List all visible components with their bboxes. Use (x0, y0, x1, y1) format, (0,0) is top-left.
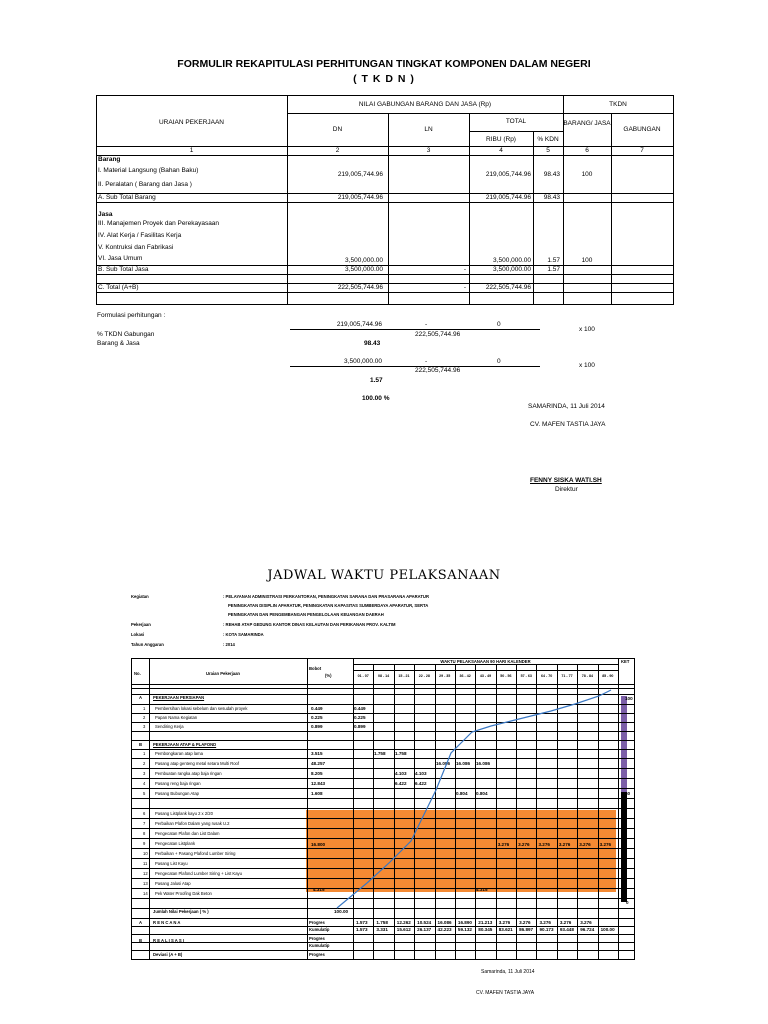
row-b-no-4: 4 (143, 781, 146, 786)
week-13: 85 - 90 (602, 674, 614, 678)
rencana-label: R E N C A N A (153, 920, 181, 925)
row-a-no-1: 1 (143, 706, 146, 711)
cell-b2a: 16.086 (436, 761, 451, 766)
col-num-4: 4 (499, 147, 503, 154)
row-c-name-10: Perbaikan + Pasang Plafond Lumber Siring (155, 851, 236, 856)
row-c-no-7: 7 (143, 821, 146, 826)
row-jasa-umum: VI. Jasa Umum (98, 255, 143, 262)
pekerjaan-value: : REHAB ATAP GEDUNG KANTOR DINAS KELAUTAN DAN PERIKANAN PROV. KALTIM (223, 622, 396, 627)
row-b-bobot-5: 1.608 (311, 791, 323, 796)
rencana-prog-10: 3.276 (539, 920, 551, 925)
sch-header-ket: KET (621, 659, 630, 664)
subtotal-barang-pct: 98.43 (543, 194, 560, 201)
row-b-bobot-4: 12.843 (311, 781, 326, 786)
section-jasa: Jasa (98, 211, 113, 218)
barang-bj: 100 (581, 171, 593, 178)
row-subtotal-jasa: B. Sub Total Jasa (98, 266, 149, 273)
deviasi-progres: Progres (309, 952, 325, 957)
cell-b4a: 6.422 (395, 781, 407, 786)
cell-r9-1: 3.276 (497, 842, 510, 847)
week-12: 78 - 84 (581, 674, 593, 678)
cell-b2c: 16.086 (476, 761, 491, 766)
tkdn-label-1: % TKDN Gabungan (97, 331, 155, 338)
rencana-prog-2: 1.758 (376, 920, 388, 925)
section-barang: Barang (98, 156, 121, 163)
rencana-kum-2: 3.331 (376, 927, 388, 932)
cell-b3a: 4.103 (395, 771, 407, 776)
row-alat: IV. Alat Kerja / Fasilitas Kerja (98, 232, 182, 239)
formula1-dash: - (425, 321, 428, 328)
sch-header-bobot: Bobot (309, 666, 322, 671)
week-3: 15 - 21 (398, 674, 410, 678)
row-total: C. Total (A+B) (98, 284, 139, 291)
lokasi-label: Lokasi (131, 632, 145, 637)
realisasi-progres: Progres (309, 936, 325, 941)
col-num-2: 2 (335, 147, 340, 154)
jasa-total: 3,500,000.00 (493, 257, 531, 264)
schedule-table (131, 658, 635, 960)
cell-b5b: 0.804 (476, 791, 488, 796)
rencana-prog-4: 10.524 (417, 920, 432, 925)
header-ln: LN (424, 126, 433, 133)
kegiatan-line-2: PENINGKATAN DISIPLIN APARATUR, PENINGKATAN KAPASITAS SUMBERDAYA APARATUR, SERTA (228, 603, 429, 608)
header-dn: DN (332, 126, 343, 133)
rencana-prog-6: 16.890 (457, 920, 472, 925)
row-material: I. Material Langsung (Bahan Baku) (98, 167, 199, 174)
sch-header-no: No. (134, 671, 141, 676)
form-title: FORMULIR REKAPITULASI PERHITUNGAN TINGKAT KOMPONEN DALAM NEGERI (177, 58, 591, 70)
cell-a3: 0.899 (354, 724, 366, 729)
rencana-prog-5: 16.086 (437, 920, 452, 925)
week-11: 71 - 77 (561, 674, 573, 678)
subtotal-jasa-ln: - (463, 266, 466, 273)
row-b-no-1: 1 (143, 751, 146, 756)
rencana-kum-12: 96.724 (580, 927, 595, 932)
row14-bobot: 4.315 (313, 887, 325, 892)
cell-b5a: 0.804 (456, 791, 468, 796)
rencana-prog-8: 3.276 (498, 920, 511, 925)
formula1-x100: x 100 (579, 326, 595, 333)
subtotal-barang-total: 219,005,744.96 (485, 194, 531, 201)
total-ln: - (463, 284, 466, 291)
row9-bobot: 16.800 (311, 842, 326, 847)
row-a-no-2: 2 (143, 715, 146, 720)
rencana-prog-1: 1.573 (356, 920, 368, 925)
header-uraian: URAIAN PEKERJAAN (158, 119, 225, 126)
header-ribu: RIBU (Rp) (486, 136, 516, 143)
row-a-no-3: 3 (143, 724, 146, 729)
row-b-name-5: Pasang Bubungan Atap (155, 791, 200, 796)
realisasi-no: B (139, 938, 143, 943)
cell-b4b: 6.422 (415, 781, 427, 786)
row-b-no-3: 3 (143, 771, 146, 776)
row-c-name-14: Pek Water Proofing Dak Beton (155, 891, 212, 896)
rencana-prog-7: 21.213 (478, 920, 493, 925)
row-a-name-3: Sendiring Kerja (155, 724, 184, 729)
jumlah-value: 100.00 (334, 909, 349, 914)
rencana-kumulatif: Kumulatip (309, 927, 330, 932)
rencana-kum-3: 15.612 (396, 927, 411, 932)
deviasi-label: Deviasi (A + B) (153, 952, 183, 957)
rencana-kum-7: 80.345 (478, 927, 493, 932)
rencana-kum-9: 86.897 (519, 927, 534, 932)
col-num-7: 7 (640, 147, 644, 154)
formula1-numerator: 219,005,744.96 (336, 321, 382, 328)
rencana-prog-12: 3.276 (580, 920, 592, 925)
jasa-pct: 1.57 (547, 257, 560, 264)
rencana-prog-9: 3.276 (519, 920, 531, 925)
sec-b-no: B (139, 742, 143, 747)
row-c-no-10: 10 (143, 851, 148, 856)
sec-a-title: PEKERJAAN PERSIAPAN (153, 695, 205, 700)
formula2-result: 1.57 (370, 377, 383, 384)
row-c-name-7: Perbaikan Plafon Dalam yang rusak U.2 (155, 821, 230, 826)
header-gabungan: GABUNGAN (623, 126, 661, 133)
rencana-kum-5: 42.223 (437, 927, 452, 932)
cell-r14: 4.315 (476, 887, 488, 892)
row-a-bobot-3: 0.899 (311, 724, 323, 729)
rencana-kum-13: 100.00 (600, 927, 615, 932)
row-a-bobot-1: 0.449 (311, 706, 323, 711)
form-subtitle: ( T K D N ) (353, 73, 415, 85)
subtotal-barang-dn: 219,005,744.96 (337, 194, 383, 201)
row-a-bobot-2: 0.225 (311, 715, 323, 720)
week-5: 29 - 35 (439, 674, 451, 678)
row-c-no-13: 13 (143, 881, 148, 886)
tahun-value: : 2014 (223, 642, 235, 647)
header-total: TOTAL (505, 118, 527, 125)
cell-b3b: 4.103 (415, 771, 427, 776)
rencana-kum-10: 90.173 (539, 927, 554, 932)
week-2: 08 - 14 (377, 674, 390, 678)
s-curve-line (131, 658, 635, 960)
tkdn-table (96, 95, 674, 305)
row-b-name-2: Pasang atap genteng metal setara Multi Roof (155, 761, 240, 766)
rencana-progres: Progres (309, 920, 325, 925)
cell-r9-6: 3.276 (599, 842, 612, 847)
sch-header-waktu: WAKTU PELAKSANAAN 90 HARI KALENDER (440, 659, 531, 664)
col-num-1: 1 (189, 147, 194, 154)
ket-50: 50 (625, 791, 631, 796)
row-b-no-2: 2 (143, 761, 146, 766)
place-date: SAMARINDA, 11 Juli 2014 (528, 403, 605, 410)
jasa-bj: 100 (581, 257, 593, 264)
cell-a1: 0.449 (354, 706, 366, 711)
week-6: 36 - 42 (459, 674, 471, 678)
week-4: 22 - 28 (418, 674, 430, 678)
company-name: CV. MAFEN TASTIA JAYA (530, 421, 606, 428)
row-c-no-14: 14 (143, 891, 148, 896)
row-peralatan: II. Peralatan ( Barang dan Jasa ) (98, 181, 192, 188)
row-c-no-6: 6 (143, 811, 146, 816)
header-tkdn: TKDN (609, 101, 627, 108)
jasa-dn: 3,500,000.00 (345, 257, 383, 264)
row-c-name-11: Pasang List Kayu (155, 861, 188, 866)
row-b-name-1: Pembongkaran atap lama (155, 751, 203, 756)
cell-b2b: 16.086 (456, 761, 471, 766)
formula1-result: 98.43 (364, 340, 381, 347)
row-manajemen: III. Manajemen Proyek dan Perekayasaan (98, 220, 220, 227)
row-b-no-5: 5 (143, 791, 146, 796)
subtotal-jasa-total: 3,500,000.00 (493, 266, 531, 273)
row-b-bobot-3: 8.205 (311, 771, 323, 776)
row-c-name-12: Pengecatan Plafond Lumber Siring + List Kayu (155, 871, 242, 876)
barang-pct: 98.43 (543, 171, 560, 178)
sec-b-title: PEKERJAAN ATAP & PLAFOND (153, 742, 217, 747)
sch-header-pct: (%) (325, 673, 332, 678)
row-c-name-6: Pasang Listplank kayu 2 x 2/20 (155, 811, 213, 816)
total-result: 100.00 % (362, 395, 390, 402)
total-dn: 222,505,744.96 (337, 284, 383, 291)
kegiatan-label: Kegiatan (131, 594, 149, 599)
row-konstruksi: V. Kontruksi dan Fabrikasi (98, 244, 174, 251)
lokasi-value: : KOTA SAMARINDA (223, 632, 264, 637)
rencana-prog-3: 12.262 (396, 920, 411, 925)
realisasi-kumulatif: Kumulatip (309, 943, 330, 948)
formula2-zero: 0 (497, 358, 501, 365)
ket-0: 0 (626, 900, 629, 905)
rencana-no: A (139, 920, 143, 925)
formula2-x100: x 100 (579, 362, 595, 369)
formula-label: Formulasi perhitungan : (97, 312, 166, 319)
cell-r9-2: 3.276 (518, 842, 530, 847)
row-c-no-9: 9 (143, 841, 146, 846)
formula1-denominator: 222,505,744.96 (415, 331, 461, 338)
week-1: 01 - 07 (357, 674, 369, 678)
formula2-dash: - (425, 358, 428, 365)
schedule-title: JADWAL WAKTU PELAKSANAAN (267, 568, 501, 583)
schedule-company: CV. MAFEN TASTIA JAYA (476, 990, 535, 996)
cell-r9-4: 3.276 (558, 842, 571, 847)
row-b-name-3: Pembuatan rangka atap baja ringan (155, 771, 222, 776)
rencana-kum-11: 93.448 (559, 927, 574, 932)
kegiatan-line-1: : PELAYANAN ADMINISTRASI PERKANTORAN, PENINGKATAN SARANA DAN PRASARANA APARATUR (223, 594, 429, 599)
barang-dn: 219,005,744.96 (337, 171, 383, 178)
formula2-denominator: 222,505,744.96 (415, 367, 461, 374)
row-b-bobot-2: 48.257 (311, 761, 326, 766)
rencana-kum-8: 83.621 (498, 927, 513, 932)
subtotal-jasa-dn: 3,500,000.00 (345, 266, 383, 273)
week-9: 57 - 63 (520, 674, 532, 678)
header-nilai: NILAI GABUNGAN BARANG DAN JASA (Rp) (358, 101, 492, 108)
formula2-numerator: 3,500,000.00 (344, 358, 382, 365)
row-a-name-2: Papan Nama Kegiatan (155, 715, 198, 720)
row-c-name-8: Pengecatan Plafon dan List Dalam (155, 831, 220, 836)
rencana-kum-6: 59.132 (457, 927, 472, 932)
tkdn-label-2: Barang & Jasa (97, 340, 140, 347)
header-barang-jasa: BARANG/ JASA (563, 120, 611, 127)
formula1-zero: 0 (497, 321, 501, 328)
week-10: 64 - 70 (541, 674, 553, 678)
signer-title: Direktur (555, 486, 578, 493)
ket-100: 100 (625, 696, 633, 701)
row-c-no-8: 8 (143, 831, 146, 836)
tahun-label: Tahun Anggaran (131, 642, 164, 647)
sch-header-uraian: Uraian Pekerjaan (206, 671, 240, 676)
row-b-name-4: Pasang reng baja ringan (155, 781, 201, 786)
realisasi-label: R E A L I S A S I (153, 938, 184, 943)
col-num-6: 6 (585, 147, 589, 154)
subtotal-jasa-pct: 1.57 (547, 266, 560, 273)
week-7: 43 - 49 (479, 674, 492, 678)
row-a-name-1: Pembersihan lokasi sebelum dan sesudah proyek (155, 706, 248, 711)
col-num-5: 5 (546, 147, 550, 154)
row-c-no-11: 11 (143, 861, 148, 866)
barang-total: 219,005,744.96 (485, 171, 531, 178)
jumlah-label: Jumlah Nilai Pekerjaan ( % ) (153, 909, 209, 914)
row-c-name-9: Pengecatan Listplank (155, 841, 196, 846)
cell-r9-5: 3.276 (579, 842, 591, 847)
pekerjaan-label: Pekerjaan (131, 622, 151, 627)
rencana-kum-4: 26.137 (417, 927, 432, 932)
col-num-3: 3 (426, 147, 431, 154)
cell-r9-3: 3.276 (538, 842, 550, 847)
row-subtotal-barang: A. Sub Total Barang (98, 194, 156, 201)
row-b-bobot-1: 3.515 (311, 751, 323, 756)
rencana-kum-1: 1.573 (356, 927, 368, 932)
sec-a-no: A (139, 695, 143, 700)
cell-b1b: 1.758 (395, 751, 407, 756)
cell-b1a: 1.758 (374, 751, 386, 756)
row-c-no-12: 12 (143, 871, 148, 876)
row-c-name-13: Pasang Jalusi Atap (155, 881, 191, 886)
signer-name: FENNY SISKA WATI.SH (530, 477, 602, 484)
rencana-prog-11: 3.276 (559, 920, 572, 925)
header-pkdn: % KDN (537, 136, 559, 143)
kegiatan-line-3: PENINGKATAN DAN PENGEMBANGAN PENGELOLAAN KEUANGAN DAERAH (228, 612, 384, 617)
total-total: 222,505,744.96 (485, 284, 531, 291)
cell-a2: 0.225 (354, 715, 366, 720)
schedule-date: Samarinda, 11 Juli 2014 (481, 969, 535, 975)
week-8: 50 - 56 (500, 674, 512, 678)
